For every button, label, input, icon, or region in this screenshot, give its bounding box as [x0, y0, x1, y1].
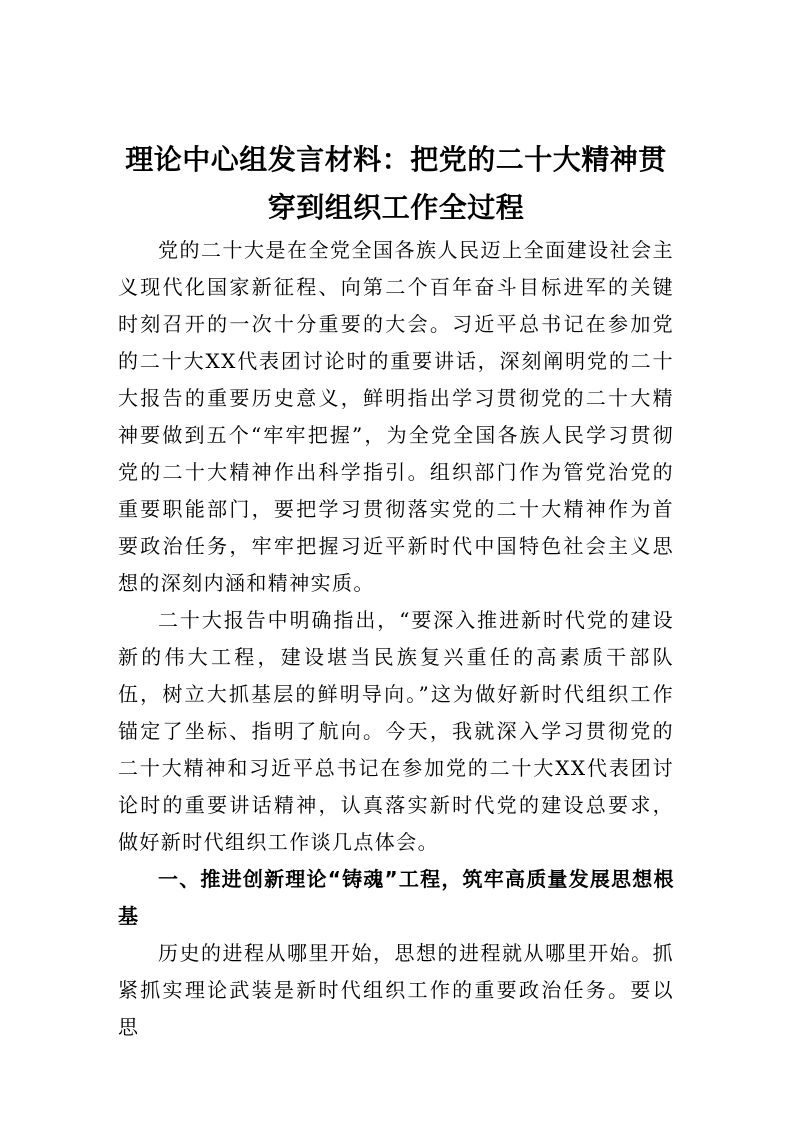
body-paragraph-1: 党的二十大是在全党全国各族人民迈上全面建设社会主义现代化国家新征程、向第二个百年奋斗目标进军的关键时刻召开的一次十分重要的大会。习近平总书记在参加党的二十大XX代表团讨论时的重要讲话，深刻阐明党的二十大报告的重要历史意义，鲜明指出学习贯彻党的二十大精神要做到五个“牢牢把握”，为全党全国各族人民学习贯彻党的二十大精神作出科学指引。组织部门作为管党治党的重要职能部门，要把学习贯彻落实党的二十大精神作为首要政治任务，牢牢把握习近平新时代中国特色社会主义思想的深刻内涵和精神实质。	[118, 238, 674, 595]
section-heading-1: 一、推进创新理论“铸魂”工程，筑牢高质量发展思想根基	[118, 867, 674, 928]
document-page	[118, 136, 674, 1046]
body-paragraph-3: 历史的进程从哪里开始，思想的进程就从哪里开始。抓紧抓实理论武装是新时代组织工作的重要政治任务。要以思	[118, 941, 674, 1039]
document-title	[118, 136, 674, 232]
title-line-1: 理论中心组发言材料：把党的二十大精神贯	[125, 143, 667, 176]
title-line-2: 穿到组织工作全过程	[267, 191, 525, 224]
body-paragraph-2: 二十大报告中明确指出，“要深入推进新时代党的建设新的伟大工程，建设堪当民族复兴重任的高素质干部队伍，树立大抓基层的鲜明导向。”这为做好新时代组织工作锚定了坐标、指明了航向。今天，我就深入学习贯彻党的二十大精神和习近平总书记在参加党的二十大XX代表团讨论时的重要讲话精神，认真落实新时代党的建设总要求，做好新时代组织工作谈几点体会。	[118, 608, 674, 854]
